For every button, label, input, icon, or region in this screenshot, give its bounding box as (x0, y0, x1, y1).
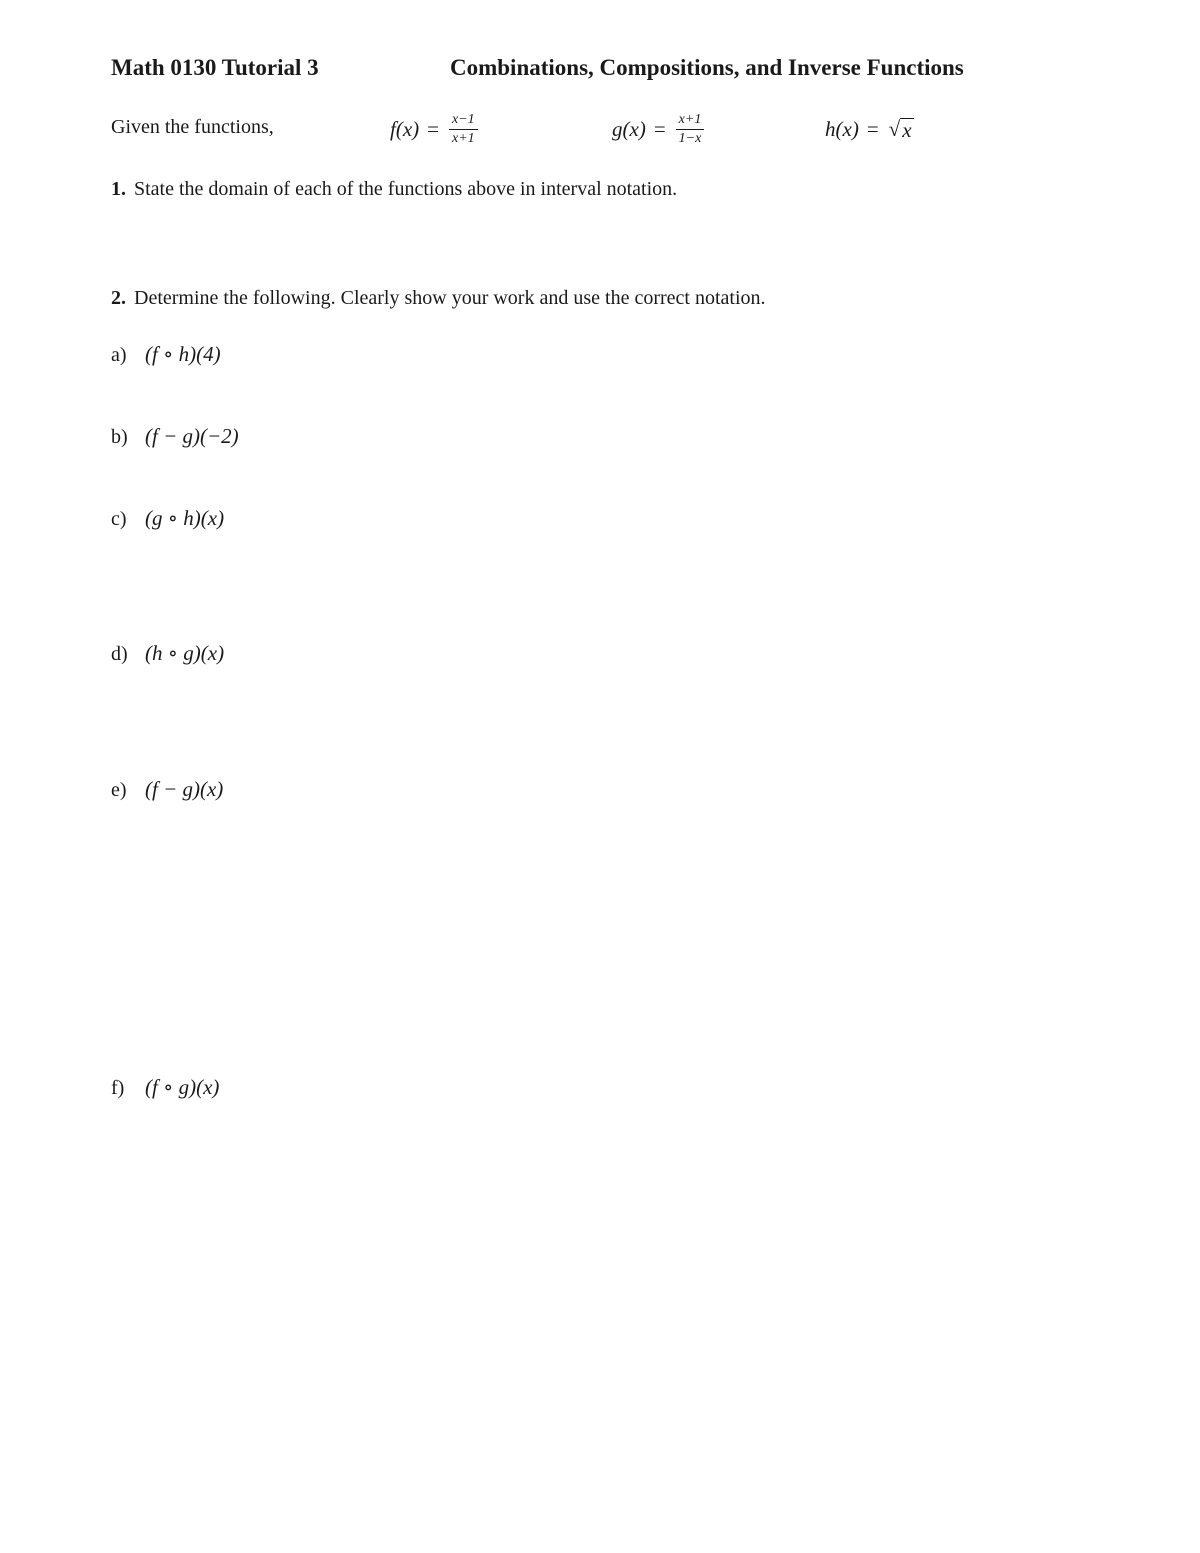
topic-title: Combinations, Compositions, and Inverse Functions (450, 55, 964, 80)
function-f-denominator: x+1 (452, 131, 475, 146)
part-b-label: b) (111, 426, 128, 448)
fraction-bar (449, 129, 478, 130)
part-f (111, 1075, 219, 1100)
part-c-expression: (g ∘ h)(x) (145, 506, 225, 530)
question-1 (111, 178, 677, 201)
part-f-expression: (f ∘ g)(x) (145, 1075, 220, 1099)
square-root-icon: √ (888, 116, 901, 141)
part-c-label: c) (111, 508, 127, 530)
part-d (111, 641, 224, 666)
function-h-sqrt (889, 117, 914, 142)
question-2-text: Determine the following. Clearly show your work and use the correct notation. (134, 287, 766, 309)
course-title: Math 0130 Tutorial 3 (111, 55, 319, 80)
part-e-label: e) (111, 779, 127, 801)
function-g-fraction (676, 112, 705, 147)
part-b (111, 424, 239, 449)
question-2 (111, 287, 766, 310)
function-g (612, 105, 704, 153)
part-a (111, 342, 221, 367)
part-f-label: f) (111, 1077, 125, 1099)
part-a-label: a) (111, 344, 127, 366)
part-b-expression: (f − g)(−2) (145, 424, 239, 448)
function-g-equals: = (653, 116, 666, 141)
function-g-numerator: x+1 (678, 111, 702, 127)
function-h (825, 105, 914, 153)
function-f-name: f(x) (390, 116, 420, 141)
part-e (111, 777, 223, 802)
part-d-label: d) (111, 643, 128, 665)
fraction-bar (676, 129, 705, 130)
function-h-name: h(x) (825, 116, 859, 141)
intro-text: Given the functions, (111, 116, 274, 138)
function-g-name: g(x) (612, 116, 646, 141)
question-2-number: 2. (111, 287, 126, 309)
question-1-number: 1. (111, 178, 126, 200)
function-h-radicand: x (902, 118, 912, 143)
function-f-equals: = (427, 116, 439, 141)
function-f-numerator: x−1 (452, 111, 475, 127)
part-a-expression: (f ∘ h)(4) (145, 342, 221, 366)
part-d-expression: (h ∘ g)(x) (145, 641, 225, 665)
part-c (111, 506, 224, 531)
function-f-fraction (449, 112, 478, 147)
function-f (390, 105, 478, 153)
part-e-expression: (f − g)(x) (145, 777, 224, 801)
function-h-equals: = (866, 116, 879, 141)
question-1-text: State the domain of each of the functions above in interval notation. (134, 178, 678, 200)
function-g-denominator: 1−x (678, 131, 702, 146)
